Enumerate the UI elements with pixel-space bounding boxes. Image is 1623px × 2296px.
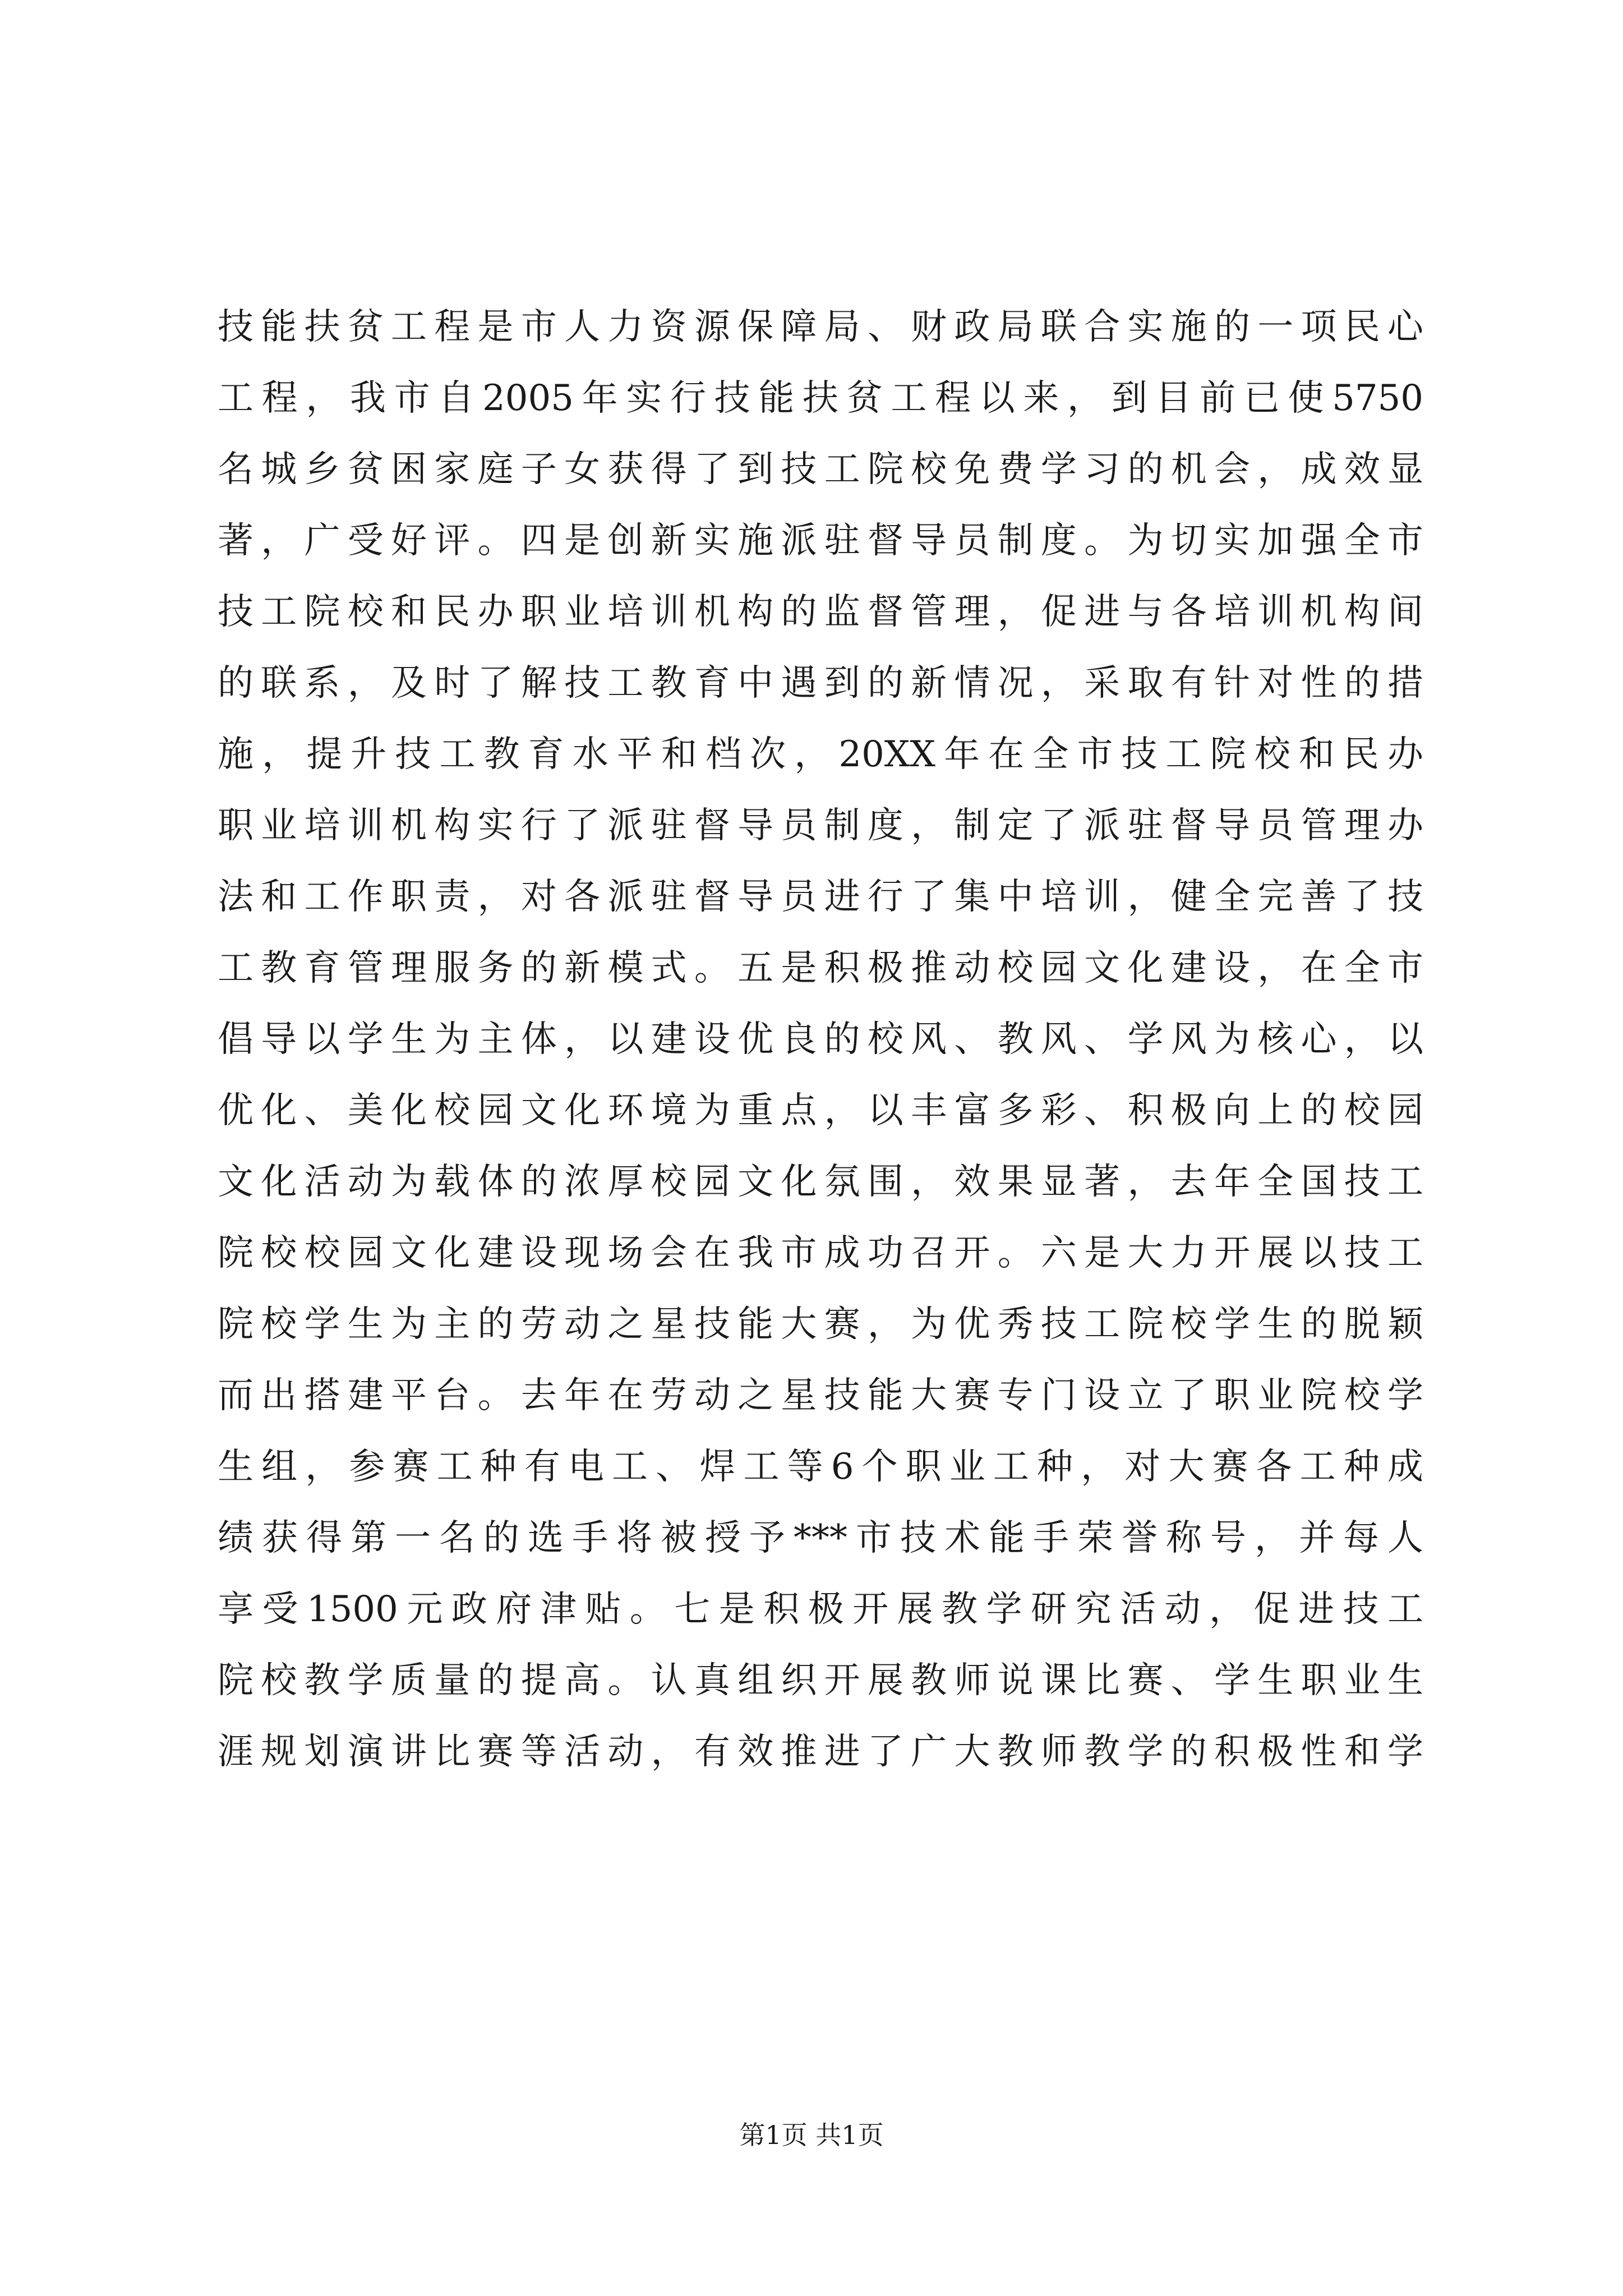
text-line: 文化活动为载体的浓厚校园文化氛围，效果显著，去年全国技工 — [218, 1161, 1423, 1203]
text-line: 法和工作职责，对各派驻督导员进行了集中培训，健全完善了技 — [218, 876, 1423, 918]
text-line: 享受1500元政府津贴。七是积极开展教学研究活动，促进技工 — [218, 1589, 1423, 1630]
text-line: 院校教学质量的提高。认真组织开展教师说课比赛、学生职业生 — [218, 1660, 1423, 1701]
text-line: 绩获得第一名的选手将被授予***市技术能手荣誉称号，并每人 — [218, 1517, 1423, 1559]
text-line: 工教育管理服务的新模式。五是积极推动校园文化建设，在全市 — [218, 947, 1423, 989]
text-line: 院校校园文化建设现场会在我市成功召开。六是大力开展以技工 — [218, 1232, 1423, 1274]
text-line: 施，提升技工教育水平和档次，20XX年在全市技工院校和民办 — [218, 734, 1423, 775]
body-paragraph — [218, 292, 1423, 1788]
text-line: 而出搭建平台。去年在劳动之星技能大赛专门设立了职业院校学 — [218, 1375, 1423, 1416]
page-footer — [0, 2115, 1623, 2152]
text-line: 涯规划演讲比赛等活动，有效推进了广大教师教学的积极性和学 — [218, 1731, 1423, 1773]
page-number: 第1页 共1页 — [739, 2120, 884, 2150]
text-line: 的联系，及时了解技工教育中遇到的新情况，采取有针对性的措 — [218, 662, 1423, 704]
text-line: 院校学生为主的劳动之星技能大赛，为优秀技工院校学生的脱颖 — [218, 1304, 1423, 1345]
text-line: 工程，我市自2005年实行技能扶贫工程以来，到目前已使5750 — [218, 378, 1423, 419]
text-line: 技工院校和民办职业培训机构的监督管理，促进与各培训机构间 — [218, 591, 1423, 633]
text-line: 职业培训机构实行了派驻督导员制度，制定了派驻督导员管理办 — [218, 805, 1423, 846]
text-line: 著，广受好评。四是创新实施派驻督导员制度。为切实加强全市 — [218, 520, 1423, 562]
text-line: 优化、美化校园文化环境为重点，以丰富多彩、积极向上的校园 — [218, 1090, 1423, 1131]
text-line: 生组，参赛工种有电工、焊工等6个职业工种，对大赛各工种成 — [218, 1446, 1423, 1488]
text-line: 技能扶贫工程是市人力资源保障局、财政局联合实施的一项民心 — [218, 306, 1423, 348]
text-line: 名城乡贫困家庭子女获得了到技工院校免费学习的机会，成效显 — [218, 449, 1423, 490]
text-line: 倡导以学生为主体，以建设优良的校风、教风、学风为核心，以 — [218, 1019, 1423, 1060]
